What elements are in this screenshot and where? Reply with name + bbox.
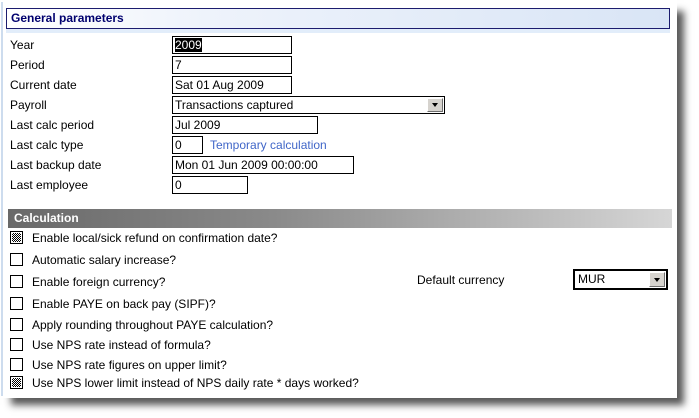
- enable-paye-back-pay-label: Enable PAYE on back pay (SIPF)?: [32, 296, 216, 311]
- checkbox-row-local-sick-refund: [10, 230, 277, 245]
- period-input[interactable]: 7: [172, 56, 292, 74]
- default-currency-value: MUR: [578, 272, 606, 286]
- general-parameters-header: [6, 8, 670, 29]
- enable-local-sick-refund-label: Enable local/sick refund on confirmation date?: [32, 230, 278, 245]
- nps-lower-limit-label: Use NPS lower limit instead of NPS daily rate * days worked?: [32, 375, 359, 390]
- last-backup-date-label: Last backup date: [10, 158, 102, 172]
- checkbox-row-nps-lower-limit: [10, 375, 359, 390]
- last-backup-date-input[interactable]: Mon 01 Jun 2009 00:00:00: [172, 156, 354, 174]
- enable-foreign-currency-label: Enable foreign currency?: [32, 274, 166, 289]
- last-calc-period-label: Last calc period: [10, 118, 95, 132]
- general-parameters-title: General parameters: [11, 11, 124, 25]
- checkbox-row-apply-rounding: [10, 317, 273, 332]
- current-date-label: Current date: [10, 78, 77, 92]
- field-row-current-date: [10, 76, 660, 96]
- last-calc-type-input[interactable]: 0: [172, 136, 203, 154]
- year-label: Year: [10, 38, 35, 52]
- payroll-value: Transactions captured: [175, 98, 294, 112]
- year-value-selected: 2009: [175, 38, 202, 52]
- enable-paye-back-pay-checkbox[interactable]: [10, 297, 23, 310]
- calculation-title: Calculation: [14, 211, 79, 225]
- calculation-header: [8, 209, 672, 228]
- last-calc-type-note: Temporary calculation: [210, 138, 327, 152]
- use-nps-rate-checkbox[interactable]: [10, 338, 23, 351]
- nps-rate-figures-upper-limit-label: Use NPS rate figures on upper limit?: [32, 357, 227, 372]
- field-row-last-calc-type: [10, 136, 660, 156]
- last-calc-type-label: Last calc type: [10, 138, 84, 152]
- default-currency-dropdown-button[interactable]: [649, 272, 665, 287]
- dropdown-arrow-icon: [432, 103, 438, 107]
- field-row-payroll: [10, 96, 660, 116]
- nps-lower-limit-checkbox[interactable]: [10, 376, 23, 389]
- automatic-salary-increase-checkbox[interactable]: [10, 253, 23, 266]
- field-row-last-calc-period: [10, 116, 660, 136]
- checkbox-row-nps-rate-formula: [10, 337, 211, 352]
- field-row-last-backup-date: [10, 156, 660, 176]
- enable-local-sick-refund-checkbox[interactable]: [10, 231, 23, 244]
- field-row-year: [10, 36, 660, 56]
- default-currency-combobox[interactable]: [573, 269, 668, 290]
- payroll-combobox[interactable]: [172, 96, 445, 114]
- apply-rounding-label: Apply rounding throughout PAYE calculation?: [32, 317, 274, 332]
- last-calc-period-input[interactable]: Jul 2009: [172, 116, 318, 134]
- checkbox-row-nps-upper-limit: [10, 357, 227, 372]
- current-date-input[interactable]: Sat 01 Aug 2009: [172, 76, 292, 94]
- last-employee-label: Last employee: [10, 178, 89, 192]
- checkbox-row-automatic-salary: [10, 252, 176, 267]
- checkbox-row-paye-back-pay: [10, 296, 216, 311]
- enable-foreign-currency-checkbox[interactable]: [10, 275, 23, 288]
- nps-rate-figures-upper-limit-checkbox[interactable]: [10, 358, 23, 371]
- default-currency-label: Default currency: [417, 273, 505, 287]
- use-nps-rate-label: Use NPS rate instead of formula?: [32, 337, 211, 352]
- period-label: Period: [10, 58, 45, 72]
- automatic-salary-increase-label: Automatic salary increase?: [32, 252, 177, 267]
- field-row-last-employee: [10, 176, 660, 196]
- last-employee-input[interactable]: 0: [172, 176, 248, 194]
- checkbox-row-foreign-currency: [10, 274, 165, 289]
- field-row-period: [10, 56, 660, 76]
- year-input[interactable]: [172, 36, 292, 54]
- dropdown-arrow-icon: [654, 278, 660, 282]
- payroll-dropdown-button[interactable]: [427, 98, 443, 112]
- payroll-label: Payroll: [10, 98, 47, 112]
- apply-rounding-checkbox[interactable]: [10, 318, 23, 331]
